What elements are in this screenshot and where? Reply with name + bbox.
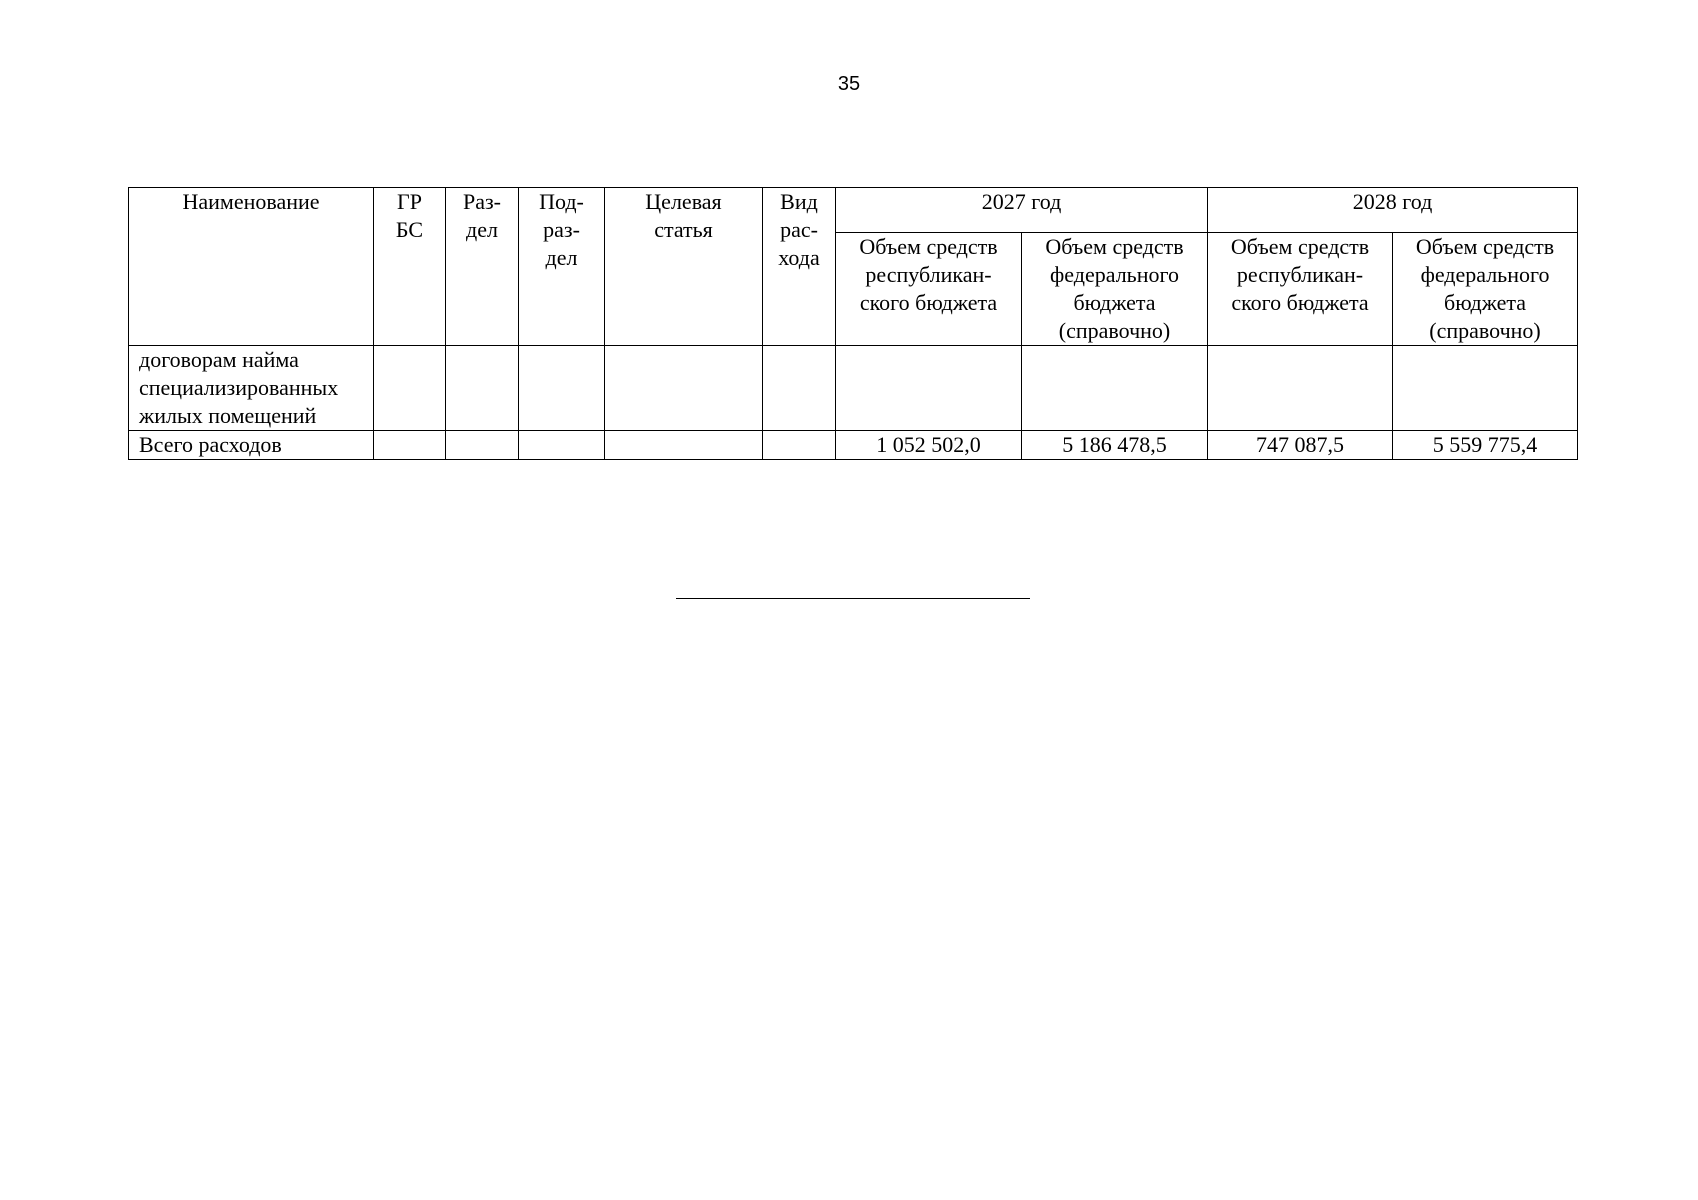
cell-razdel [446,431,519,460]
cell-vid-raskhoda [763,431,836,460]
header-grbs: ГР БС [374,188,446,346]
cell-grbs [374,346,446,431]
header-rep-2028: Объем средств республикан- ского бюджета [1208,233,1393,346]
cell-fed-2028: 5 559 775,4 [1393,431,1578,460]
cell-rep-2027 [836,346,1022,431]
cell-grbs [374,431,446,460]
cell-vid-raskhoda [763,346,836,431]
table-header-row [129,188,1578,233]
cell-fed-2028 [1393,346,1578,431]
table-row [129,346,1578,431]
header-name: Наименование [129,188,374,346]
cell-razdel [446,346,519,431]
end-divider-line [676,598,1030,599]
header-rep-2027: Объем средств республикан- ского бюджета [836,233,1022,346]
cell-tselevaya-statya [605,346,763,431]
cell-name: договорам найма специализированных жилых помещений [129,346,374,431]
cell-fed-2027 [1022,346,1208,431]
page-number: 35 [837,73,861,95]
header-podrazdel: Под- раз- дел [519,188,605,346]
cell-rep-2027: 1 052 502,0 [836,431,1022,460]
header-year-2028: 2028 год [1208,188,1578,233]
cell-fed-2027: 5 186 478,5 [1022,431,1208,460]
budget-table [128,187,1578,460]
header-fed-2028: Объем средств федерального бюджета (справочно) [1393,233,1578,346]
cell-tselevaya-statya [605,431,763,460]
header-vid-raskhoda: Вид рас- хода [763,188,836,346]
cell-rep-2028: 747 087,5 [1208,431,1393,460]
header-tselevaya-statya: Целевая статья [605,188,763,346]
header-razdel: Раз- дел [446,188,519,346]
cell-podrazdel [519,431,605,460]
cell-podrazdel [519,346,605,431]
header-fed-2027: Объем средств федерального бюджета (справочно) [1022,233,1208,346]
table-row-total [129,431,1578,460]
cell-rep-2028 [1208,346,1393,431]
header-year-2027: 2027 год [836,188,1208,233]
cell-name: Всего расходов [129,431,374,460]
